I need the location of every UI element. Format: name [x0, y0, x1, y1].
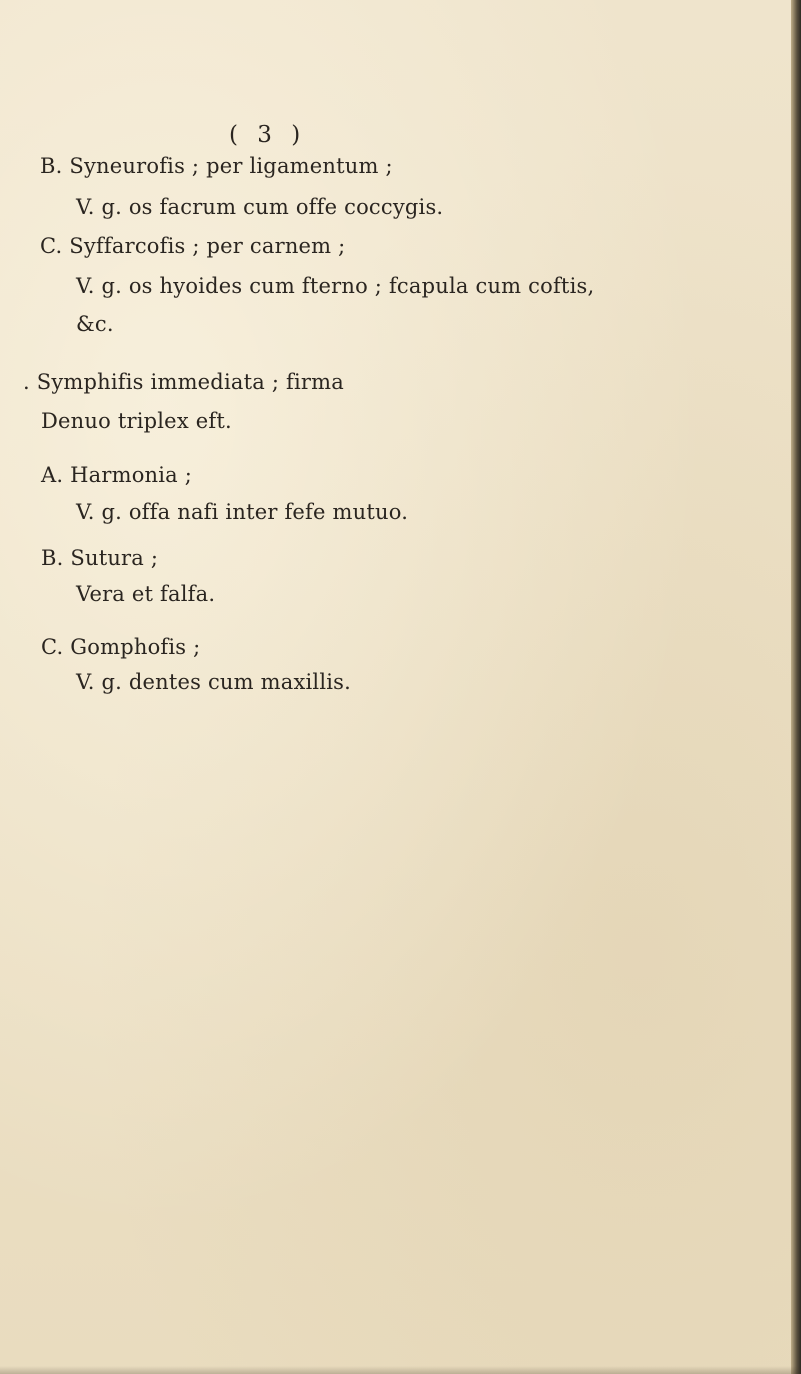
page-bottom-shadow	[0, 1366, 801, 1374]
text-line-9: V. g. offa nafi inter fefe mutuo.	[76, 500, 409, 524]
text-line-4: V. g. os hyoides cum fterno ; fcapula cum coftis,	[76, 274, 595, 298]
text-line-13: V. g. dentes cum maxillis.	[76, 670, 352, 694]
text-line-10: B. Sutura ;	[41, 546, 159, 570]
text-line-7: Denuo triplex eft.	[41, 409, 232, 433]
book-spine-edge	[791, 0, 801, 1374]
text-line-12: C. Gomphofis ;	[41, 635, 201, 659]
text-line-8: A. Harmonia ;	[41, 463, 193, 487]
text-line-3: C. Syffarcofis ; per carnem ;	[40, 234, 346, 258]
text-line-11: Vera et falfa.	[76, 582, 216, 606]
page-number: ( 3 )	[229, 122, 307, 148]
text-line-2: V. g. os facrum cum offe coccygis.	[76, 195, 444, 219]
text-line-1: B. Syneurofis ; per ligamentum ;	[40, 154, 393, 178]
text-line-5: &c.	[76, 312, 114, 336]
text-line-6: . Symphifis immediata ; firma	[23, 370, 344, 394]
